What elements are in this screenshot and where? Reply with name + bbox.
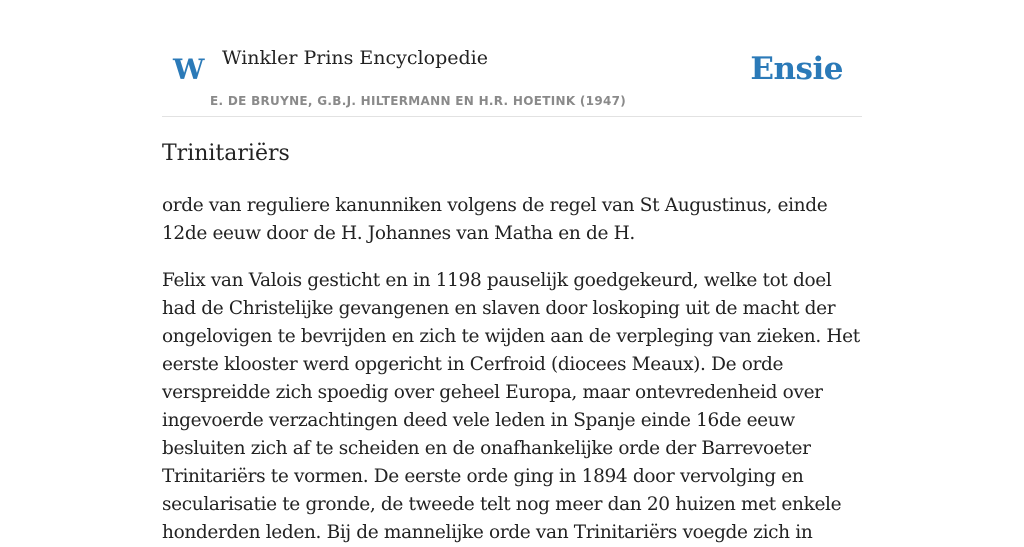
publication-title[interactable]: Winkler Prins Encyclopedie [222, 47, 488, 69]
site-header [162, 0, 862, 117]
article-paragraph: orde van reguliere kanunniken volgens de regel van St Augustinus, einde 12de eeuw door de H. Johannes van Matha en de H. [162, 195, 828, 244]
article [162, 136, 867, 547]
article-title: Trinitariërs [162, 141, 290, 166]
publication-logo[interactable]: W [173, 53, 205, 86]
ensie-logo[interactable]: Ensie [750, 51, 843, 87]
publication-authors: E. DE BRUYNE, G.B.J. HILTERMANN EN H.R. HOETINK (1947) [210, 94, 627, 108]
article-paragraph: Felix van Valois gesticht en in 1198 pauselijk goedgekeurd, welke tot doel had de Christelijke gevangenen en slaven door loskoping uit de macht der ongelovigen te bevrijden en zich te wijden aan de verpleging van zieken. Het eerste klooster werd opgericht in Cerfroid (diocees Meaux). De orde verspreidde zich spoedig over geheel Europa, maar ontevredenheid over ingevoerde verzachtingen deed vele leden in Spanje einde 16de eeuw besluiten zich af te scheiden en de onafhankelijke orde der Barrevoeter Trinitariërs te vormen. De eerste orde ging in 1894 door vervolging en secularisatie te gronde, de tweede telt nog meer dan 20 huizen met enkele honderden leden. Bij de mannelijke orde van Trinitariërs voegde zich in [162, 270, 860, 543]
